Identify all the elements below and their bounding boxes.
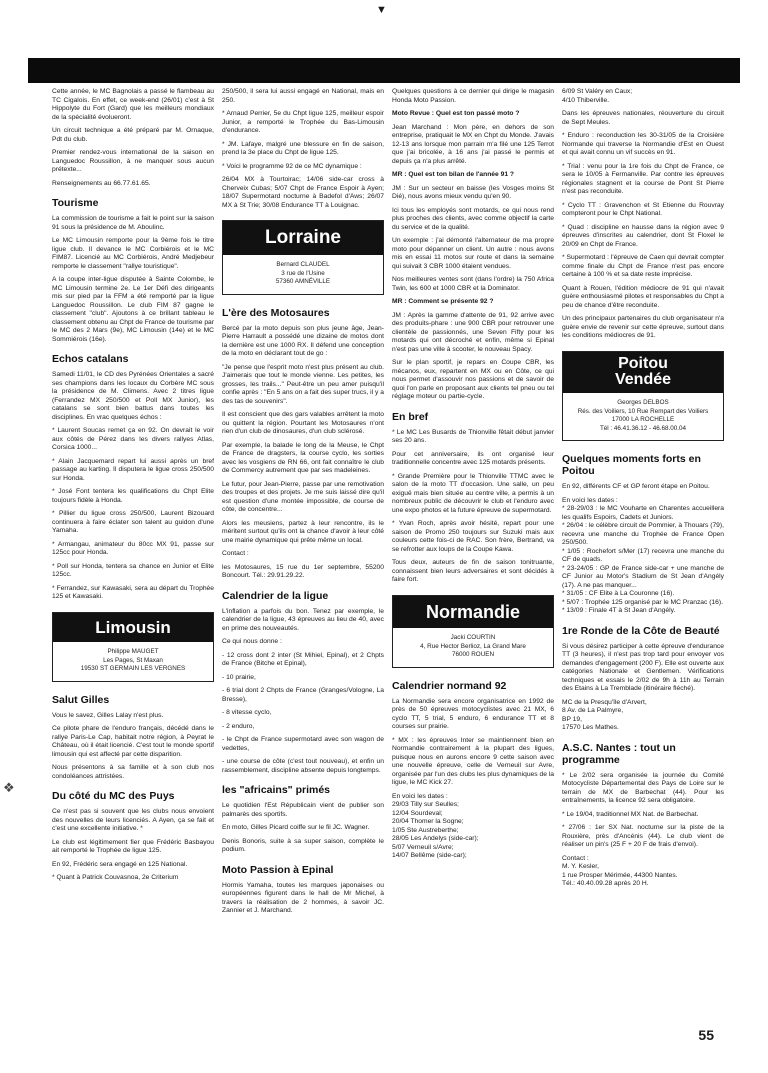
article-paragraph: En voici les dates : 29/03 Tilly sur Seulles; 12/04 Sourdeval; 20/04 Thomer la Sogne; 1/05 Ste Austreberthe; 28/05 Les Andelys (side-car); 5/07 Verneuil s/Avre; 14/07 Bellême (side-car); bbox=[392, 792, 479, 860]
article-paragraph: Sur le plan sportif, je repars en Coupe CBR, les mécanos, eux, repartent en MX ou en Côte, ce qui nous permet d'assouvir nos passions et de savoir de quoi l'on parle en proposant aux clients tel pneu ou tel réglage moteur ou partie-cycle. bbox=[392, 359, 554, 400]
heading-echos-catalans: Echos catalans bbox=[52, 353, 129, 366]
article-paragraph: Renseignements au 66.77.61.65. bbox=[52, 179, 151, 187]
article-paragraph: * Pillier du ligue cross 250/500, Laurent Bizouard continuera à faire éclater son talent au guidon d'une Yamaha. bbox=[52, 510, 214, 535]
normandie-box bbox=[392, 595, 554, 668]
article-paragraph: JM : Sur un secteur en baisse (les Vosges moins St Dié), nous avons mieux vendu qu'en 90. bbox=[392, 184, 554, 200]
article-paragraph: En 92, Frédéric sera engagé en 125 National. bbox=[52, 860, 188, 868]
article-paragraph: * Armangau, animateur du 80cc MX 91, passe sur 125cc pour Honda. bbox=[52, 540, 214, 557]
heading-asc-nantes: A.S.C. Nantes : tout un programme bbox=[562, 741, 676, 766]
article-paragraph: En 92, différents CF et GP feront étape en Poitou. bbox=[562, 483, 710, 491]
region-title: Poitou bbox=[618, 354, 668, 372]
article-paragraph: Un circuit technique a été préparé par M. Ornaque, Pdt du club. bbox=[52, 127, 214, 143]
region-address: Jacki COURTIN 4, Rue Hector Berlioz, La Grand Mare 76000 ROUEN bbox=[420, 634, 526, 659]
interview-question: Moto Revue : Quel est ton passé moto ? bbox=[392, 110, 520, 117]
article-paragraph: Cette année, le MC Bagnolais a passé le flambeau au TC Cigalois. En effet, ce week-end (26/01) c'est à St Hippolyte du Fort (Gard) que les meilleurs mondiaux de la spécialité évolueront. bbox=[52, 88, 214, 121]
article-paragraph: Le futur, pour Jean-Pierre, passe par une remotivation des troupes et des projets. Je me suis laissé dire qu'il est question d'une montée impossible, de course de côte, de concentre... bbox=[222, 480, 384, 514]
article-paragraph: - 2 enduro, bbox=[222, 722, 255, 730]
heading-moto-passion: Moto Passion à Epinal bbox=[222, 863, 334, 876]
article-paragraph: 6/09 St Valéry en Caux; 4/10 Thiberville. bbox=[562, 88, 633, 104]
margin-doodle: ❖ bbox=[3, 780, 15, 795]
article-paragraph: Denis Bonoris, suite à sa super saison, complète le podium. bbox=[222, 837, 384, 854]
article-paragraph: Ce n'est pas si souvent que les clubs nous envoient des nouvelles de leurs licenciés. A Ayen, ça se fait et c'est une excellente initiative. * bbox=[52, 808, 214, 833]
article-paragraph: Un des principaux partenaires du club organisateur n'a guère envie de revenir sur cette épreuve, surtout dans les conditions médiocres de 91. bbox=[562, 315, 724, 339]
article-paragraph: Nos meilleures ventes sont (dans l'ordre) la 750 Africa Twin, les 600 et 1000 CBR et la Dominator. bbox=[392, 276, 554, 292]
article-paragraph: En moto, Gilles Picard coiffe sur le fil JC. Wagner. bbox=[222, 824, 370, 832]
article-paragraph: Jean Marchand : Mon père, en dehors de son entreprise, pratiquait le MX en Chpt du Monde. J'avais 12-13 ans lorsque mon parrain m'a filé une 125 Terrot que j'ai bricolée, à 16 ans j'ai passé le permis et depuis ça n'a plus arrêté. bbox=[392, 123, 554, 165]
column-4 bbox=[562, 88, 724, 1023]
article-paragraph: * Laurent Soucas remet ça en 92. On devrait le voir aux côtés de Pérez dans les divers rallyes Atlas, Corsica 1000... bbox=[52, 427, 214, 452]
heading-calendrier-ligue: Calendrier de la ligue bbox=[222, 589, 329, 602]
page-number: 55 bbox=[698, 1027, 714, 1043]
article-paragraph: MC de la Presqu'île d'Arvert, 8 Av. de La Palmyre, BP 19, 17570 Les Mathes. bbox=[562, 698, 647, 732]
article-paragraph: * Cyclo TT : Gravenchon et St Etienne du Rouvray compteront pour le Chpt National. bbox=[562, 201, 724, 217]
heading-en-bref: En bref bbox=[392, 410, 429, 423]
article-paragraph: 250/500, il sera lui aussi engagé en National, mais en 250. bbox=[222, 88, 384, 104]
region-address: Georges DELBOS Rés. des Voiliers, 10 Rue Rempart des Voiliers 17000 LA ROCHELLE Tél : 46.41.36.12 - 46.68.00.04 bbox=[577, 399, 709, 432]
heading-ronde-cote-beaute: 1re Ronde de la Côte de Beauté bbox=[562, 624, 720, 637]
article-paragraph: - 6 trial dont 2 Chpts de France (Granges/Vologne, La Bresse), bbox=[222, 687, 384, 703]
limousin-box bbox=[52, 612, 214, 682]
article-paragraph: A la coupe inter-ligue disputée à Sainte Colombe, le MC Limousin termine 2e. Le 1er Défi des dirigeants mis sur pied par la FFM a été remporté par la ligue Languedoc Roussillon. Le club FIM 87 gagne le classement "club". Ajoutons à ce brillant tableau le classement obtenu au Chpt de France de tourisme par le MC des 2 Mars (9e), MC Limousin (14e) et le MC Sommiérois (16e). bbox=[52, 276, 214, 343]
intro-text bbox=[52, 88, 214, 188]
article-paragraph: * Grande Première pour le Thionville TTMC avec le salon de la moto TT d'occasion. Une salle, un peu exiguë mais bien située au centre ville, a permis à un nombreux public de découvrir le club et l'enduro avec une expo photos et la future épreuve de supermotard. bbox=[392, 472, 554, 514]
article-paragraph: "Je pense que l'esprit moto n'est plus présent au club. J'aimerais que tout le monde vienne. Les petites, les grosses, les trails..." Peut-être un peu amer puisqu'il confie après : "En 5 ans on a fait des super trucs, il y a des tas de souvenirs". bbox=[222, 363, 384, 405]
column-1 bbox=[52, 88, 214, 1043]
article-paragraph: - 10 prairie, bbox=[222, 673, 256, 681]
article-paragraph: L'inflation a parfois du bon. Tenez par exemple, le calendrier de la ligue, 43 épreuves au lieu de 40, avec en prime des nouveautés. bbox=[222, 607, 384, 632]
article-paragraph: * JM. Lafaye, malgré une blessure en fin de saison, prend la 3e place du Chpt de ligue 125. bbox=[222, 140, 384, 156]
interview-question: MR : Comment se présente 92 ? bbox=[392, 298, 494, 305]
article-paragraph: Tous deux, auteurs de fin de saison tonitruante, connaissent bien leurs adversaires et sont décidés à faire fort. bbox=[392, 559, 554, 584]
article-paragraph: - 8 vitesse cyclo, bbox=[222, 709, 272, 717]
article-paragraph: * Supermotard : l'épreuve de Caen qui devrait compter comme finale du Chpt de France n'est pas encore certaine à 100 % et sa date reste imprécise. bbox=[562, 254, 724, 278]
article-paragraph: Si vous désirez participer à cette épreuve d'endurance TT (3 heures), il n'est pas trop tard pour envoyer vos demandes d'engagement (200 F). Elle est ouverte aux catégories Nationale et Gentlemen. Vérifications techniques et essais le 2/02 de 9h à 11h au Terrain des Etains à La Tremblade (itinéraire fléché). bbox=[562, 642, 724, 693]
article-paragraph: En voici les dates : * 28-29/03 : le MC Vouharte en Charentes accueillera les qualifs Espoirs, Cadets et Juniors. * 26/04 : le célèbre circuit de Pommier, à Thouars (79), recevra une manche du Trophée de France Open 250/500. * 1/05 : Rochefort s/Mer (17) recevra une manche du CF de quads. * 23-24/05 : GP de France side-car + une manche de CF Junior au Motor's Stadium de St Jean d'Angély (17). A ne pas manquer... * 31/05 : CF Elite à La Couronne (16). * 5/07 : Trophée 125 organisé par le MC Pranzac (16). * 13/09 : Finale 4T à St Jean d'Angély. bbox=[562, 496, 724, 615]
article-paragraph: Pour cet anniversaire, ils ont organisé leur traditionnelle concentre avec 125 motards présents. bbox=[392, 450, 554, 467]
article-paragraph: La commission de tourisme a fait le point sur la saison 91 sous la présidence de M. Aboulinc. bbox=[52, 215, 214, 231]
region-title: Lorraine bbox=[264, 227, 342, 248]
region-title: Limousin bbox=[95, 617, 171, 637]
binding-mark: ▼ bbox=[376, 4, 387, 16]
article-paragraph: La Normandie sera encore organisatrice en 1992 de près de 50 épreuves motocyclistes avec 21 MX, 6 cyclo TT, 5 trial, 5 enduro, 6 endurance TT et 8 courses sur prairie. bbox=[392, 697, 554, 731]
article-paragraph: Ce pilote phare de l'enduro français, décédé dans le rallye Paris-Le Cap, habitait notre région, à Peyrat le Château, où il était licencié. C'est tout le monde sportif limousin qui est affecté par cette disparition. bbox=[52, 725, 214, 758]
article-paragraph: * 27/06 : 1er SX Nat. nocturne sur la piste de la Rouxière, près d'Ancénis (44). Le club vient de réaliser un pin's (25 F + 20 F de frais d'envoi). bbox=[562, 824, 724, 849]
article-paragraph: * MX : les épreuves Inter se maintiennent bien en Normandie contrairement à la plupart des ligues, puisque nous en aurons encore 9 cette saison avec une nouvelle épreuve, celle de Verneuil sur Avre, organisée par l'un des clubs les plus dynamiques de la ligue, le MC Kick 27. bbox=[392, 736, 554, 787]
article-paragraph: Alors les meusiens, partez à leur rencontre, ils le méritent surtout qu'ils ont la chance d'avoir à leur côté une mairie dynamique qui prête même un local. bbox=[222, 519, 384, 544]
article-paragraph: * Yvan Roch, après avoir hésité, repart pour une saison de Promo 250 toujours sur Suzuki mais aux couleurs cette fois-ci de RAC. Son frère, Bertrand, va se refrotter aux loups de la Coupe Kawa. bbox=[392, 520, 554, 553]
article-paragraph: Le club est légitimement fier que Frédéric Basbayou ait remporté le Trophée de ligue 125. bbox=[52, 838, 214, 855]
article-paragraph: - le Chpt de France supermotard avec son wagon de vedettes, bbox=[222, 736, 384, 752]
column-3 bbox=[392, 88, 554, 1043]
article-paragraph: JM : Après la gamme d'attente de 91, 92 arrive avec des produits-phare : une 900 CBR pour retrouver une clientèle de passionnés, une Seven Fifty pour les motards qui ont décroché et enfin, même si Epinal n'est pas une ville à scooter, le nouveau Spacy. bbox=[392, 311, 554, 353]
article-paragraph: * Trial : venu pour la 1re fois du Chpt de France, ce sera le 10/05 à Fermanville. Par contre les épreuves régionales stagnent et la course de Pont St Pierre n'est pas reconduite. bbox=[562, 162, 724, 195]
heading-tourisme: Tourisme bbox=[52, 197, 99, 209]
article-paragraph: les Motosaures, 15 rue du 1er septembre, 55200 Boncourt. Tél.: 29.91.29.22. bbox=[222, 563, 384, 580]
heading-africains: les "africains" primés bbox=[222, 784, 331, 797]
article-paragraph: * Quad : discipline en hausse dans la région avec 9 épreuves d'inscrites au calendrier, dont St Floxel le 20/09 en Chpt de France. bbox=[562, 223, 724, 248]
article-paragraph: * Le MC Les Busards de Thionville fêtait début janvier ses 20 ans. bbox=[392, 428, 554, 445]
article-paragraph: Contact : M. Y. Kesler, 1 rue Prosper Mérimée, 44300 Nantes. Tél.: 40.40.09.28 après 20 H. bbox=[562, 854, 678, 888]
article-paragraph: * Ferrandez, sur Kawasaki, sera au départ du Trophée 125 et Kawasaki. bbox=[52, 584, 214, 601]
article-paragraph: * Poll sur Honda, tentera sa chance en Junior et Elite 125cc. bbox=[52, 562, 214, 579]
column-2 bbox=[222, 88, 384, 1043]
interview-question: MR : Quel est ton bilan de l'année 91 ? bbox=[392, 171, 514, 178]
article-paragraph: * José Font tentera les qualifications du Chpt Elite toujours fidèle à Honda. bbox=[52, 488, 214, 504]
article-paragraph: Ici tous les employés sont motards, ce qui nous rend plus proches des clients, avec comme objectif la carte du service et de la qualité. bbox=[392, 206, 554, 231]
article-paragraph: Par exemple, la balade le long de la Meuse, le Chpt de France de dragsters, la course cyclo, les sorties avec les vosgiens de RN 66, ont fait connaître le club de Commercy autrement que par ses madeleines. bbox=[222, 441, 384, 475]
article-paragraph: * Alain Jacquemard repart lui aussi après un bref passage au karting. Il disputera le ligue cross 250/500 sur Honda. bbox=[52, 457, 214, 482]
region-address: Philippe MAUGET Les Pages, St Maxan 19530 ST GERMAIN LES VERGNES bbox=[80, 648, 186, 673]
region-address: Bernard CLAUDEL 3 rue de l'Usine 57360 AMNÉVILLE bbox=[275, 261, 331, 286]
heading-calendrier-normand: Calendrier normand 92 bbox=[392, 679, 507, 692]
article-paragraph: Bercé par la moto depuis son plus jeune âge, Jean-Pierre Harrault a possédé une dizaine de motos dont la dernière est une 1000 RX. Il défend une conception de la moto en déclarant tout de go : bbox=[222, 324, 384, 358]
article-paragraph: Vous le savez, Gilles Lalay n'est plus. bbox=[52, 711, 164, 719]
article-paragraph: Dans les épreuves nationales, réouverture du circuit de Sept Meules. bbox=[562, 110, 724, 126]
heading-moments-forts: Quelques moments forts en Poitou bbox=[562, 453, 701, 478]
article-paragraph: Un exemple : j'ai démonté l'alternateur de ma propre moto pour dépanner un client. Un autre : nous avons mis en essai 11 motos sur route et dans la semaine qui suivait 3 CBR 1000 étaient vendues. bbox=[392, 237, 554, 270]
article-paragraph: * Voici le programme 92 de ce MC dynamique : bbox=[222, 162, 362, 170]
region-title-2: Vendée bbox=[614, 371, 672, 389]
article-paragraph: * Arnaud Perrier, 5e du Chpt ligue 125, meilleur espoir Junior, a remporté le Trophée du Bas-Limousin d'endurance. bbox=[222, 110, 384, 134]
region-title: Normandie bbox=[425, 601, 521, 622]
lorraine-box bbox=[222, 220, 384, 295]
article-paragraph: Quelques questions à ce dernier qui dirige le magasin Honda Moto Passion. bbox=[392, 88, 554, 104]
heading-mc-puys: Du côté du MC des Puys bbox=[52, 790, 175, 803]
article-paragraph: * Le 2/02 sera organisée la journée du Comité Motocycliste Départemental des Pays de Loire sur le terrain de MX de Barbechat (44). Pour les entraînements, la licence 92 sera obligatoire. bbox=[562, 771, 724, 805]
article-paragraph: Le MC Limousin remporte pour la 9ème fois le titre ligue club. Il devance le MC Corbiérois et le MC FIM87. Licencié au MC Corbiérois, André Medjebeur remporte le classement "rallye touristique". bbox=[52, 237, 214, 270]
article-paragraph: - 12 cross dont 2 inter (St Mihiel, Epinal), et 2 Chpts de France (Bitche et Epinal), bbox=[222, 651, 384, 668]
article-paragraph: Ce qui nous donne : bbox=[222, 638, 282, 646]
article-paragraph: Contact : bbox=[222, 550, 249, 558]
header-band bbox=[28, 58, 740, 83]
article-paragraph: Samedi 11/01, le CD des Pyrénées Orientales a sacré ses champions dans les locaux du Corbère MC sous la présidence de M. Climens. Avec 2 titres ligue (Ferrandez MX 250/500 et Poll MX Junior), les catalans se sont bien battus dans toutes les disciplines. En vrac quelques échos : bbox=[52, 371, 214, 421]
article-paragraph: * Enduro : reconduction les 30-31/05 de la Croisière Normande qui traverse la Normandie d'Est en Ouest et qui avait connu un vif succès en 91. bbox=[562, 132, 724, 156]
poitou-vendee-box bbox=[562, 351, 724, 442]
article-paragraph: Le quotidien l'Est Républicain vient de publier son palmarès des sportifs. bbox=[222, 802, 384, 818]
heading-motosaures: L'ère des Motosaures bbox=[222, 306, 330, 319]
article-paragraph: Premier rendez-vous international de la saison en Languedoc Roussillon, à ne manquer sous aucun prétexte... bbox=[52, 149, 214, 173]
article-paragraph: * Le 19/04, traditionnel MX Nat. de Barbechat. bbox=[562, 810, 699, 818]
article-paragraph: Quant à Rouen, l'édition médiocre de 91 qui n'avait guère enthousiasmé pilotes et responsables du Chpt a peu de chance d'être reconduite. bbox=[562, 284, 724, 309]
article-paragraph: Hormis Yamaha, toutes les marques japonaises ou européennes figurent dans le hall de Mr Michel, à travers la réalisation de 2 hommes, à savoir JC. Zannier et J. Marchand. bbox=[222, 881, 384, 915]
article-paragraph: * Quant à Patrick Couvasnoa, 2e Criterium bbox=[52, 874, 179, 882]
heading-salut-gilles: Salut Gilles bbox=[52, 693, 110, 706]
article-paragraph: 26/04 MX à Tourtoirac; 14/06 side-car cross à Cherveix Cubas; 5/07 Chpt de France Espoir à Ayen; 18/07 Supermotard nocturne à Badefol d'Aws; 26/07 MX à St Trie; 30/08 Endurance TT à Louignac. bbox=[222, 176, 384, 209]
article-paragraph: Nous présentons à sa famille et à son club nos condoléances attristées. bbox=[52, 764, 214, 780]
article-paragraph: Il est conscient que des gars valables arrêtent la moto ou quittent la région. Pourtant les Motosaures n'ont rien d'un club de dinosaures, d'un club sclérosé. bbox=[222, 411, 384, 436]
article-paragraph: - une course de côte (c'est tout nouveau), et enfin un rassemblement, discipline absente depuis longtemps. bbox=[222, 758, 384, 774]
